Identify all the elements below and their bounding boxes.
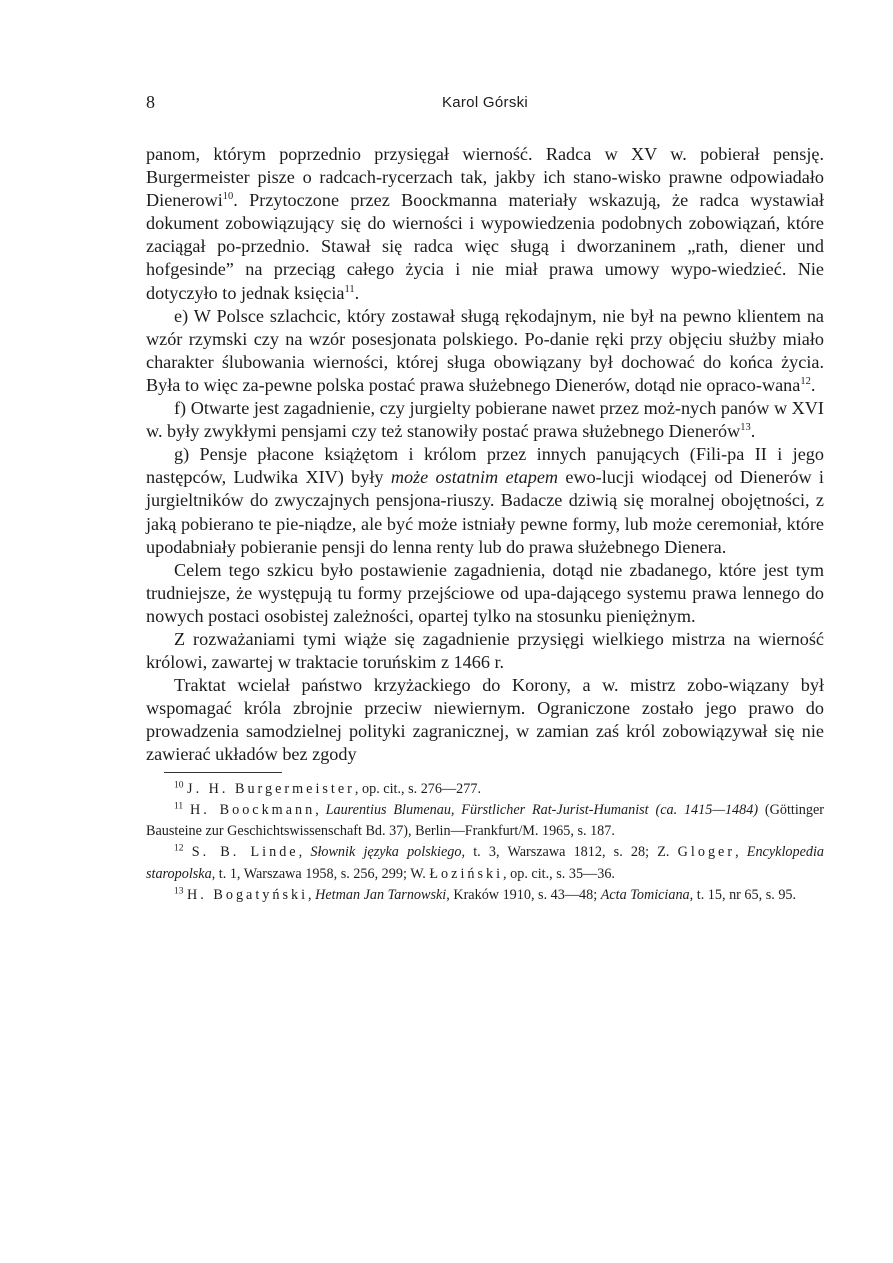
page xyxy=(146,92,824,906)
paragraph-treaty: Traktat wcielał państwo krzyżackiego do Korony, a w. mistrz zobo-wiązany był wspomagać króla zbrojnie przeciw niewiernym. Ograniczone zostało jego prawo do prowadzenia samodzielnej polityki zagranicznej, w zamian zaś król zobowiązywał się nie zawierać układów bez zgody xyxy=(146,675,824,765)
footnote-11: $^{11}$ H. Boockmann, Laurentius Blumenau, Fürstlicher Rat-Jurist-Humanist (ca. 1415—1484) (Göttinger Bausteine zur Geschichtswissenschaft Bd. 37), Berlin—Frankfurt/M. 1965, s. 187. xyxy=(146,801,824,840)
footnote-ref-11[interactable]: 11 xyxy=(344,283,355,295)
paragraph-g: g) Pensje płacone książętom i królom przez innych panujących (Fili-pa II i jego następców, Ludwika XIV) były może ostatnim etapem ewo-lucji wiodącej od Dienerów i jurgieltników do zwyczajnych pensjona-riuszy. Badacze dziwią się moralnej obojętności, z jaką pobierano te pie-niądze, ale być może istniały pewne formy, lub może ceremoniał, które upodabniały pobieranie pensji do lenna renty lub do prawa służebnego Dienera. xyxy=(146,444,824,557)
footnote-13: $^{13}$ H. Bogatyński, Hetman Jan Tarnowski, Kraków 1910, s. 43—48; Acta Tomiciana, t. 15, nr 65, s. 95. xyxy=(174,886,797,904)
page-number: 8 xyxy=(146,92,155,112)
footnotes xyxy=(146,779,824,907)
footnote-ref-12[interactable]: 12 xyxy=(800,375,811,387)
footnote-12: $^{12}$ S. B. Linde, Słownik języka polskiego, t. 3, Warszawa 1812, s. 28; Z. Gloger, Encyklopedia staropolska, t. 1, Warszawa 1958, s. 256, 299; W. Łoziński, op. cit., s. 35—36. xyxy=(146,843,825,882)
footnote-ref-10[interactable]: 10 xyxy=(222,191,234,203)
page-header xyxy=(146,92,824,116)
footnote-10: $^{10}$ J. H. Burgermeister, op. cit., s. 276—277. xyxy=(174,779,482,797)
paragraph-f: f) Otwarte jest zagadnienie, czy jurgielty pobierane nawet przez moż-nych panów w XVI w. były zwykłymi pensjami czy też stanowiły postać prawa służebnego Dienerów$^{13}$. xyxy=(146,398,824,442)
paragraph-oath: Z rozważaniami tymi wiąże się zagadnienie przysięgi wielkiego mistrza na wierność królowi, zawartej w traktacie toruńskim z 1466 r. xyxy=(146,628,824,673)
paragraph-e: e) W Polsce szlachcic, który zostawał sługą rękodajnym, nie był na pewno klientem na wzór rzymski czy na wzór posesjonata polskiego. Po-danie ręki przy objęciu służby miało charakter ślubowania wierności, której sługa obowiązany był dochować do końca życia. Była to więc za-pewne polska postać prawa służebnego Dienerów, dotąd nie opraco-wana$^{12}$. xyxy=(146,305,824,395)
italic-phrase: może ostatnim etapem xyxy=(390,467,559,488)
paragraph-conclusion: Celem tego szkicu było postawienie zagadnienia, dotąd nie zbadanego, które jest tym trudniejsze, że występują tu formy przejściowe od upa-dającego systemu prawa lennego do nowych postaci osobistej zależności, opartej tylko na stosunku pieniężnym. xyxy=(146,559,824,626)
running-head: Karol Górski xyxy=(441,94,529,111)
footnote-ref-13[interactable]: 13 xyxy=(740,422,751,434)
body-text xyxy=(146,143,824,767)
footnote-divider xyxy=(164,772,282,773)
paragraph-1: panom, którym poprzednio przysięgał wierność. Radca w XV w. pobierał pensję. Burgermeister pisze o radcach-rycerzach tak, jakby ich stano-wisko prawne odpowiadało Dienerowi$^{10}$. Przytoczone przez Boockmanna materiały wskazują, że radca wystawiał dokument zobowiązujący się do wierności i wypowiedzenia podobnych zobowiązań, które zaciągał po-przednio. Stawał się radca więc sługą i dworzaninem „rath, diener und hofgesinde” na przeciąg całego życia i nie miał prawa umowy wypo-wiedzieć. Nie dotyczyło to jednak księcia$^{11}$. xyxy=(146,144,824,303)
